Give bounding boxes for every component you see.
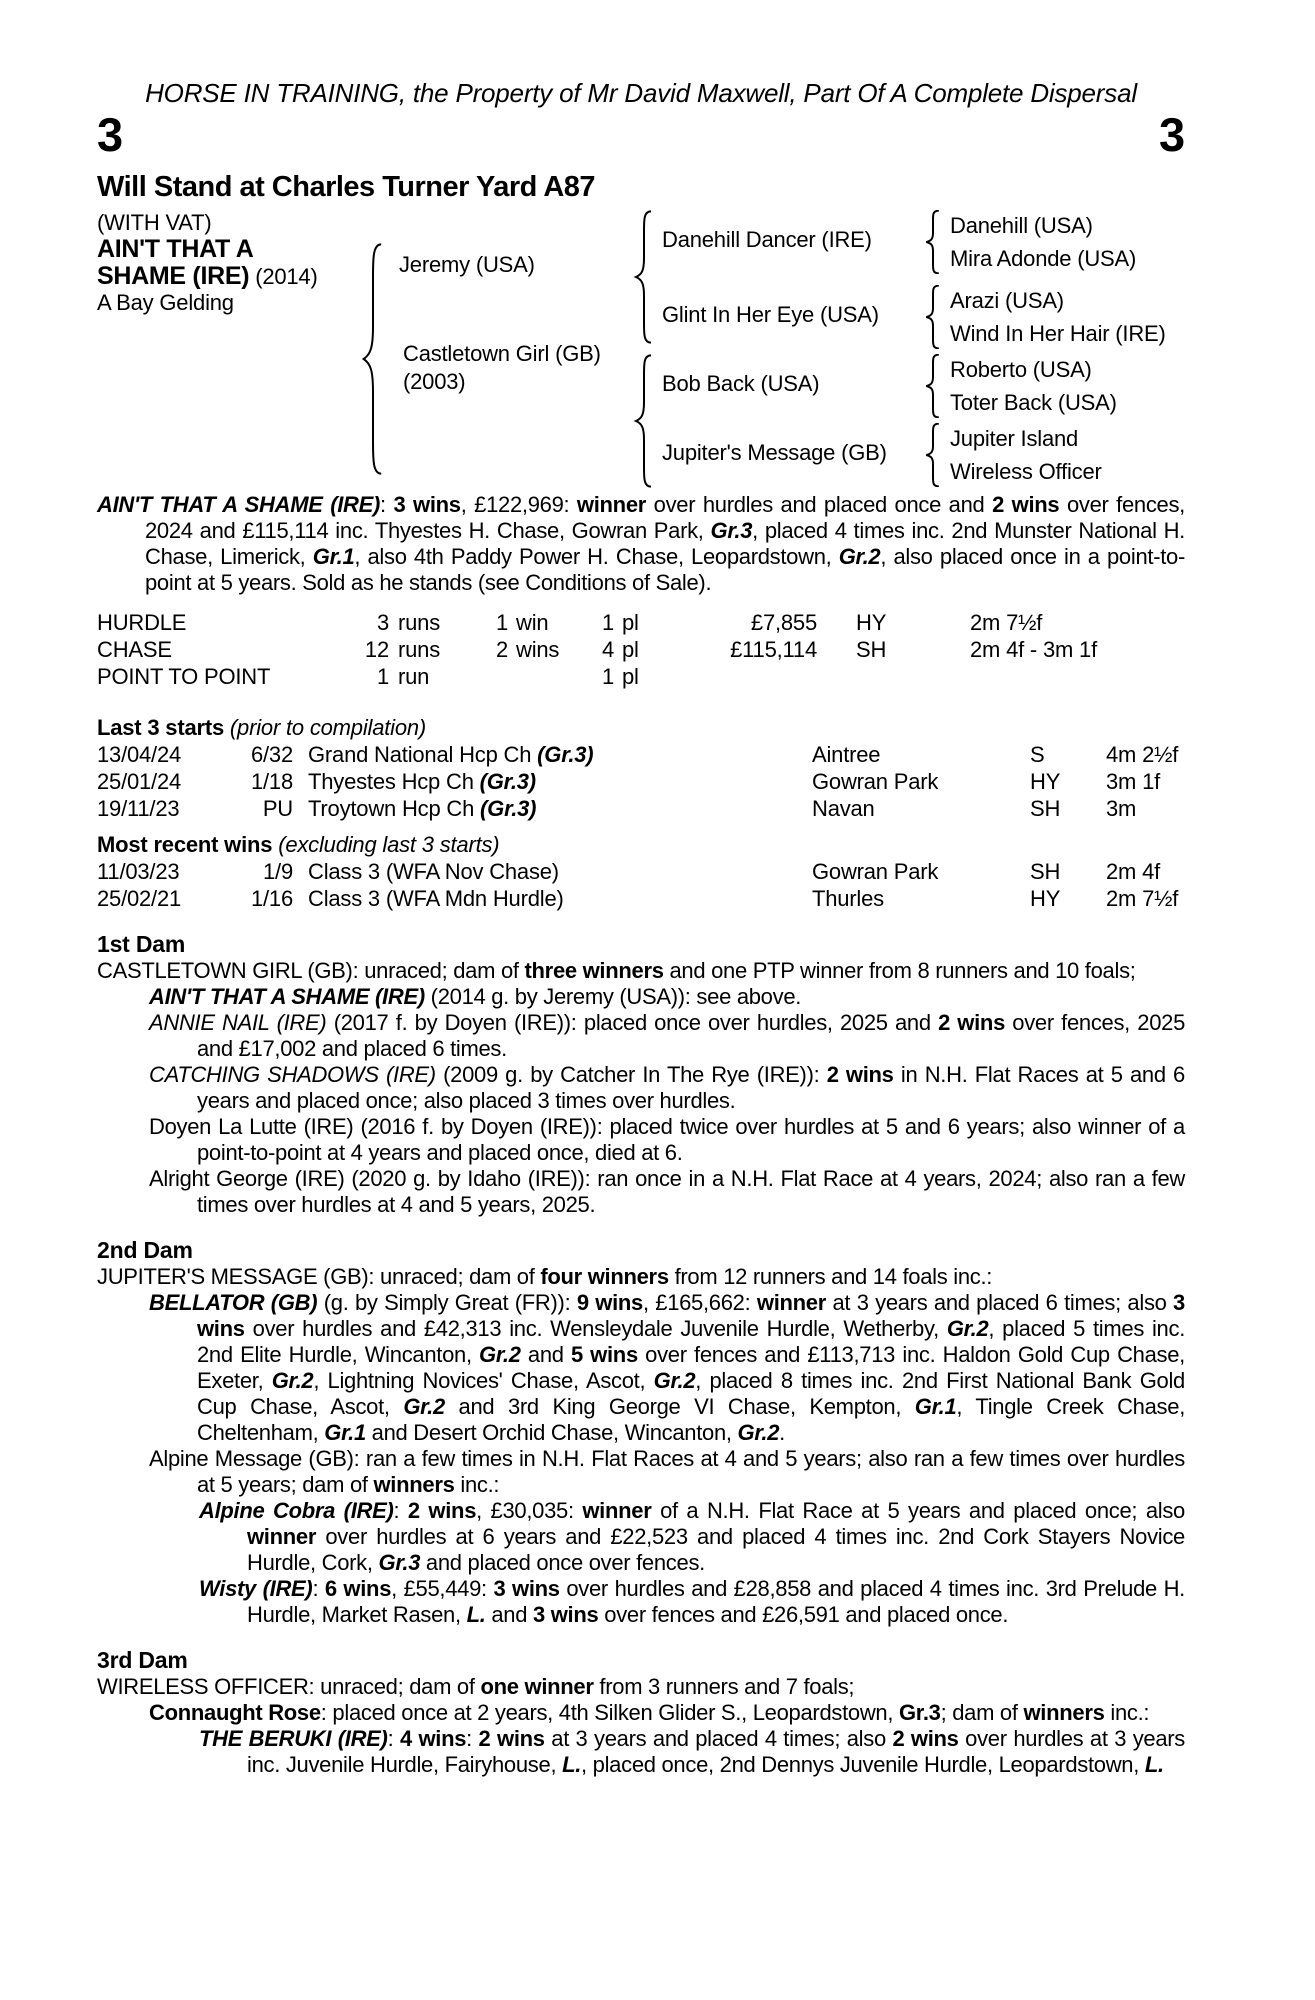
sire-name: Jeremy (USA) [399, 252, 535, 277]
record-runs-count: 1 [376, 664, 389, 689]
start-row [97, 741, 1185, 768]
record-runs-unit: run [398, 664, 430, 689]
race-name [293, 858, 812, 885]
horse-name-line2 [97, 263, 359, 290]
pedigree-brace-main [359, 242, 387, 476]
racecourse: Navan [812, 796, 875, 821]
record-wins-unit: win [516, 610, 549, 635]
record-runs-unit: runs [398, 637, 440, 662]
record-places-count: 4 [601, 637, 614, 662]
race-title: Class 3 (WFA Mdn Hurdle) [308, 886, 564, 911]
race-title: Thyestes Hcp Ch [308, 769, 480, 794]
record-wins-unit: wins [516, 637, 560, 662]
record-going: SH [856, 637, 887, 662]
start-row [97, 768, 1185, 795]
ggp-3: Arazi (USA) [950, 288, 1064, 313]
dam-paragraph: Alpine Message (GB): ran a few times in N.H. Flat Races at 4 and 5 years; also ran a few times over hurdles at 5 years; dam of winners inc.: [149, 1446, 1185, 1497]
lot-number-right: 3 [1159, 108, 1185, 161]
record-distance: 2m 7½f [970, 610, 1043, 635]
grandsire-1: Danehill Dancer (IRE) [662, 227, 872, 252]
record-places-unit: pl [622, 637, 639, 662]
distance: 3m [1106, 796, 1137, 821]
record-table [97, 609, 1185, 690]
recent-wins-section [97, 831, 1185, 912]
race-name [293, 885, 812, 912]
pedigree-brace-ggp4 [923, 423, 943, 487]
page-header-title: HORSE IN TRAINING, the Property of Mr David Maxwell, Part Of A Complete Dispersal [145, 78, 1137, 108]
race-description: AIN'T THAT A SHAME (IRE): 3 wins, £122,969: winner over hurdles and placed once and 2 wins over fences, 2024 and £115,114 inc. Thyestes H. Chase, Gowran Park, Gr.3, placed 4 times inc. 2nd Munster National H. Chase, Limerick, Gr.1, also 4th Paddy Power H. Chase, Leopardstown, Gr.2, also placed once in a point-to-point at 5 years. Sold as he stands (see Conditions of Sale). [97, 492, 1185, 595]
record-category: HURDLE [97, 610, 187, 635]
dam-heading: 1st Dam [97, 931, 186, 957]
record-row-chase [97, 636, 1185, 663]
distance: 4m 2½f [1106, 742, 1179, 767]
race-grade: (Gr.3) [479, 769, 536, 794]
race-date: 25/01/24 [97, 769, 182, 794]
dam-paragraph: Wisty (IRE): 6 wins, £55,449: 3 wins over hurdles and £28,858 and placed 4 times inc. 3rd Prelude H. Hurdle, Market Rasen, L. and 3 wins over fences and £26,591 and placed once. [199, 1576, 1185, 1627]
distance: 2m 4f [1106, 859, 1161, 884]
dam-paragraph: ANNIE NAIL (IRE) (2017 f. by Doyen (IRE)): placed once over hurdles, 2025 and 2 wins over fences, 2025 and £17,002 and placed 6 times. [149, 1010, 1186, 1061]
lot-number-row [97, 108, 1185, 161]
pedigree-brace-ggp1 [923, 210, 943, 274]
record-going: HY [856, 610, 887, 635]
finish-position: 1/9 [263, 859, 293, 884]
dam-section-1 [97, 931, 1185, 1218]
pedigree-brace-ggp2 [923, 285, 943, 349]
record-runs-count: 12 [364, 637, 389, 662]
race-name [293, 768, 812, 795]
last-starts-heading-note: (prior to compilation) [224, 715, 427, 740]
dam-heading: 3rd Dam [97, 1647, 188, 1673]
record-category: CHASE [97, 637, 172, 662]
dam-paragraph: JUPITER'S MESSAGE (GB): unraced; dam of four winners from 12 runners and 14 foals inc.: [97, 1264, 993, 1289]
record-going [817, 663, 897, 690]
dam-paragraph: THE BERUKI (IRE): 4 wins: 2 wins at 3 years and placed 4 times; also 2 wins over hurdles at 3 years inc. Juvenile Hurdle, Fairyhouse, L., placed once, 2nd Dennys Juvenile Hurdle, Leopardstown, L. [199, 1726, 1186, 1777]
racecourse: Gowran Park [812, 769, 939, 794]
record-wins-count [454, 663, 508, 690]
win-row [97, 858, 1185, 885]
record-places-unit: pl [622, 664, 639, 689]
recent-wins-heading [97, 831, 1185, 858]
ggp-6: Toter Back (USA) [950, 390, 1117, 415]
record-prize-money: £7,855 [750, 610, 817, 635]
dam-block [403, 340, 601, 396]
going: HY [1030, 886, 1061, 911]
dam-section-3 [97, 1647, 1185, 1778]
record-places-unit: pl [622, 610, 639, 635]
dam-paragraph: Doyen La Lutte (IRE) (2016 f. by Doyen (IRE)): placed twice over hurdles at 5 and 6 years; also winner of a point-to-point at 4 years and placed once, died at 6. [149, 1114, 1185, 1165]
record-distance: 2m 4f - 3m 1f [970, 637, 1097, 662]
dam-paragraph: Connaught Rose: placed once at 2 years, 4th Silken Glider S., Leopardstown, Gr.3; dam of winners inc.: [149, 1700, 1150, 1725]
record-places-count: 1 [601, 664, 614, 689]
finish-position: 1/16 [250, 886, 293, 911]
racecourse: Gowran Park [812, 859, 939, 884]
dam-paragraph: Alright George (IRE) (2020 g. by Idaho (IRE)): ran once in a N.H. Flat Race at 4 years, 2024; also ran a few times over hurdles at 4 and 5 years, 2025. [149, 1166, 1185, 1217]
horse-name: SHAME (IRE) [97, 262, 250, 290]
race-date: 11/03/23 [97, 859, 180, 884]
going: HY [1030, 769, 1061, 794]
racecourse: Aintree [812, 742, 881, 767]
record-wins-unit [508, 663, 566, 690]
finish-position: 1/18 [250, 769, 293, 794]
record-places-count: 1 [601, 610, 614, 635]
finish-position: PU [262, 796, 293, 821]
race-date: 25/02/21 [97, 886, 182, 911]
last-starts-heading-label: Last 3 starts [97, 715, 225, 740]
recent-wins-heading-note: (excluding last 3 starts) [272, 832, 500, 857]
last-starts-section [97, 714, 1185, 822]
dam-section-2 [97, 1237, 1185, 1628]
race-title: Grand National Hcp Ch [308, 742, 538, 767]
granddam-1: Glint In Her Eye (USA) [662, 302, 879, 327]
granddam-2: Jupiter's Message (GB) [662, 440, 887, 465]
record-prize-money: £115,114 [730, 637, 817, 662]
dam-year: (2003) [403, 369, 466, 394]
start-row [97, 795, 1185, 822]
race-date: 19/11/23 [97, 796, 180, 821]
dam-paragraph: BELLATOR (GB) (g. by Simply Great (FR)): 9 wins, £165,662: winner at 3 years and placed 6 times; also 3 wins over hurdles and £42,313 inc. Wensleydale Juvenile Hurdle, Wetherby, Gr.2, placed 5 times inc. 2nd Elite Hurdle, Wincanton, Gr.2 and 5 wins over fences and £113,713 inc. Haldon Gold Cup Chase, Exeter, Gr.2, Lightning Novices' Chase, Ascot, Gr.2, placed 8 times inc. 2nd First National Bank Gold Cup Chase, Ascot, Gr.2 and 3rd King George VI Chase, Kempton, Gr.1, Tingle Creek Chase, Cheltenham, Gr.1 and Desert Orchid Chase, Wincanton, Gr.2. [149, 1290, 1186, 1445]
race-date: 13/04/24 [97, 742, 182, 767]
record-runs-count: 3 [376, 610, 389, 635]
lot-number-left: 3 [97, 108, 123, 161]
record-wins-count: 1 [495, 610, 508, 635]
ggp-7: Jupiter Island [950, 426, 1079, 451]
record-row-hurdle [97, 609, 1185, 636]
vat-note: (WITH VAT) [97, 210, 212, 235]
horse-name-line1: AIN'T THAT A [97, 235, 254, 263]
pedigree-brace-ggp3 [923, 354, 943, 418]
dam-heading: 2nd Dam [97, 1237, 193, 1263]
ggp-2: Mira Adonde (USA) [950, 246, 1137, 271]
dam-paragraph: AIN'T THAT A SHAME (IRE) (2014 g. by Jeremy (USA)): see above. [149, 984, 802, 1009]
last-starts-heading [97, 714, 1185, 741]
race-title: Troytown Hcp Ch [308, 796, 481, 821]
horse-year: (2014) [255, 264, 318, 289]
record-prize-money [667, 663, 817, 690]
record-runs-unit: runs [398, 610, 440, 635]
ggp-8: Wireless Officer [950, 459, 1102, 484]
distance: 2m 7½f [1106, 886, 1179, 911]
racecourse: Thurles [812, 886, 884, 911]
dam-paragraph: Alpine Cobra (IRE): 2 wins, £30,035: winner of a N.H. Flat Race at 5 years and placed once; also winner over hurdles at 6 years and £22,523 and placed 4 times inc. 2nd Cork Stayers Novice Hurdle, Cork, Gr.3 and placed once over fences. [199, 1498, 1185, 1575]
race-name [293, 741, 812, 768]
race-grade: (Gr.3) [480, 796, 537, 821]
grandsire-2: Bob Back (USA) [662, 371, 820, 396]
race-grade: (Gr.3) [537, 742, 594, 767]
pedigree-tree [97, 210, 1185, 484]
dam-paragraph: WIRELESS OFFICER: unraced; dam of one winner from 3 runners and 7 foals; [97, 1674, 855, 1699]
finish-position: 6/32 [250, 742, 293, 767]
dam-name: Castletown Girl (GB) [403, 341, 601, 366]
stand-location-heading: Will Stand at Charles Turner Yard A87 [97, 171, 596, 203]
ggp-1: Danehill (USA) [950, 213, 1093, 238]
recent-wins-heading-label: Most recent wins [97, 832, 273, 857]
ggp-4: Wind In Her Hair (IRE) [950, 321, 1166, 346]
ggp-5: Roberto (USA) [950, 357, 1092, 382]
dam-paragraph: CATCHING SHADOWS (IRE) (2009 g. by Catcher In The Rye (IRE)): 2 wins in N.H. Flat Races at 5 and 6 years and placed once; also placed 3 times over hurdles. [149, 1062, 1185, 1113]
horse-sex: A Bay Gelding [97, 290, 234, 315]
pedigree-brace-sire [632, 210, 656, 344]
going: SH [1030, 796, 1061, 821]
race-name [293, 795, 812, 822]
distance: 3m 1f [1106, 769, 1161, 794]
record-distance [897, 663, 1185, 690]
race-title: Class 3 (WFA Nov Chase) [308, 859, 559, 884]
going: SH [1030, 859, 1061, 884]
record-wins-count: 2 [495, 637, 508, 662]
pedigree-brace-dam [632, 354, 656, 488]
win-row [97, 885, 1185, 912]
dam-paragraph: CASTLETOWN GIRL (GB): unraced; dam of three winners and one PTP winner from 8 runners and 10 foals; [97, 958, 1136, 983]
record-category: POINT TO POINT [97, 664, 271, 689]
record-row-point-to-point [97, 663, 1185, 690]
going: S [1030, 742, 1045, 767]
horse-info-block [97, 210, 359, 316]
